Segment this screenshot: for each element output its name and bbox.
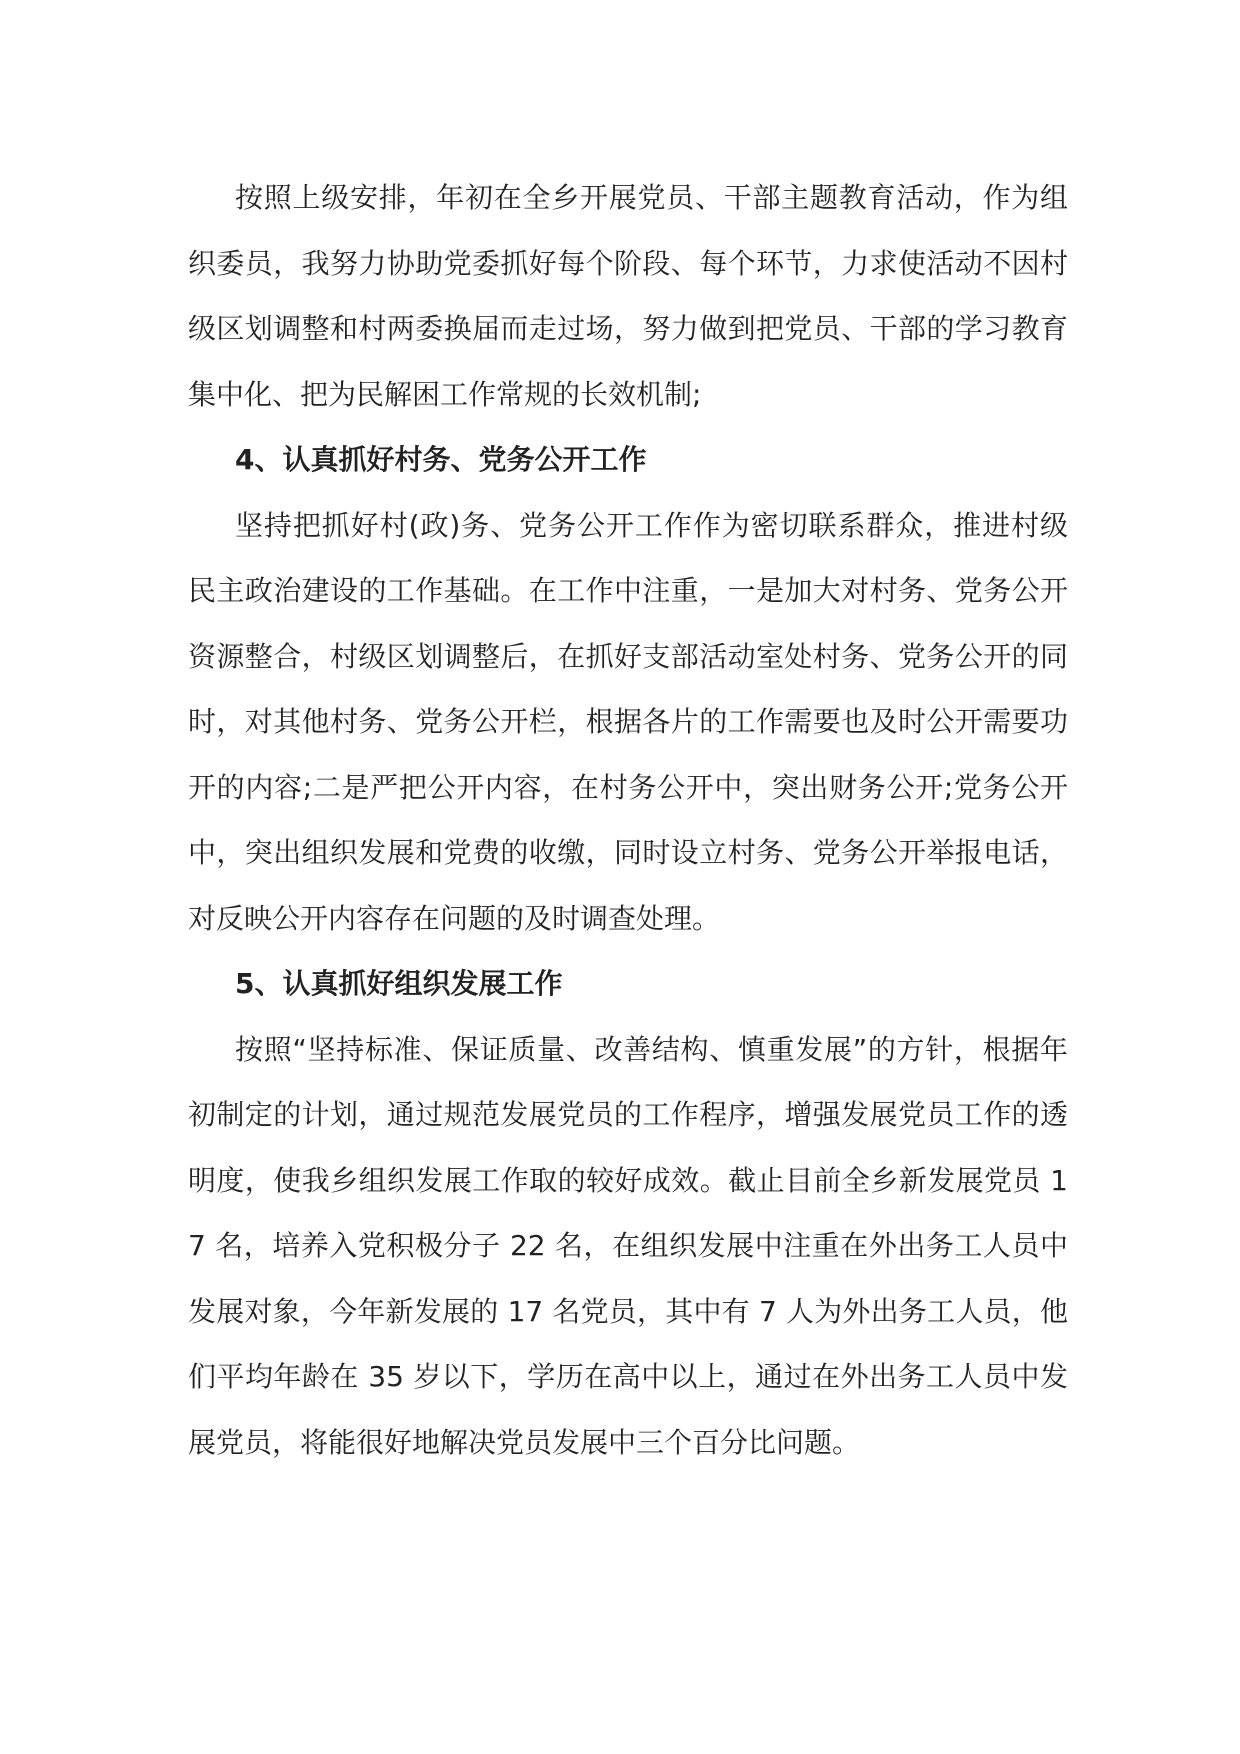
paragraph-affairs-disclosure: 坚持把抓好村(政)务、党务公开工作作为密切联系群众，推进村级民主政治建设的工作基础。在工作中注重，一是加大对村务、党务公开资源整合，村级区划调整后，在抓好支部活动室处村务、党务公开的同时，对其他村务、党务公开栏，根据各片的工作需要也及时公开需要功开的内容;二是严把公开内容，在村务公开中，突出财务公开;党务公开中，突出组织发展和党费的收缴，同时设立村务、党务公开举报电话，对反映公开内容存在问题的及时调查处理。 — [188, 508, 1068, 935]
document-body — [188, 165, 1068, 1475]
paragraph-education-activity: 按照上级安排，年初在全乡开展党员、干部主题教育活动，作为组织委员，我努力协助党委抓好每个阶段、每个环节，力求使活动不因村级区划调整和村两委换届而走过场，努力做到把党员、干部的学习教育集中化、把为民解困工作常规的长效机制; — [188, 181, 1068, 411]
section-heading-4: 4、认真抓好村务、党务公开工作 — [235, 443, 647, 476]
paragraph-organization-development: 按照“坚持标准、保证质量、改善结构、慎重发展”的方针，根据年初制定的计划，通过规范发展党员的工作程序，增强发展党员工作的透明度，使我乡组织发展工作取的较好成效。截止目前全乡新发展党员 17 名，培养入党积极分子 22 名，在组织发展中注重在外出务工人员中发展对象，今年新发展的 17 名党员，其中有 7 人为外出务工人员，他们平均年龄在 35 岁以下，学历在高中以上，通过在外出务工人员中发展党员，将能很好地解决党员发展中三个百分比问题。 — [188, 1032, 1068, 1459]
section-heading-5: 5、认真抓好组织发展工作 — [235, 967, 563, 1000]
